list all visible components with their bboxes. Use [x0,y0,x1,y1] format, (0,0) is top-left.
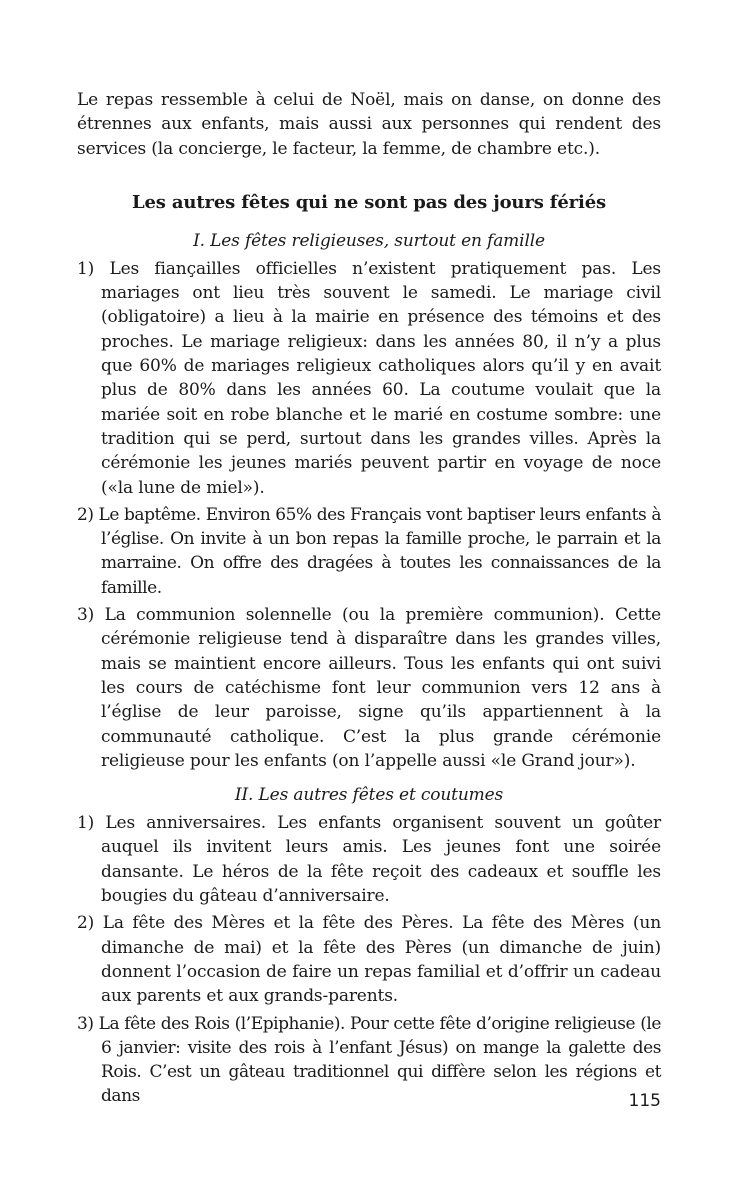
list-item: 3) La fête des Rois (l’Epiphanie). Pour cette fête d’origine religieuse (le 6 janvier: visite des rois à l’enfant Jésus) on mange la galette des Rois. C’est un gâteau traditionnel qui diffère selon les régions et dans [77,1013,661,1107]
list-item: 1) Les fiançailles officielles n’existent pratiquement pas. Les mariages ont lieu très souvent le samedi. Le mariage civil (obligatoire) a lieu à la mairie en présence des témoins et des proches. Le mariage religieux: dans les années 80, il n’y a plus que 60% de mariages religieux catholiques alors qu’il y en avait plus de 80% dans les années 60. La coutume voulait que la mariée soit en robe blanche et le marié en costume sombre: une tradition qui se perd, surtout dans les grandes villes. Après la cérémonie les jeunes mariés peuvent partir en voyage de noce («la lune de miel»). [77,258,661,498]
list-item: 3) La communion solennelle (ou la première communion). Cette cérémonie religieuse tend à disparaître dans les grandes villes, mais se maintient encore ailleurs. Tous les enfants qui ont suivi les cours de catéchisme font leur communion vers 12 ans à l’église de leur paroisse, signe qu’ils appartiennent à la communauté catholique. C’est la plus grande cérémonie religieuse pour les enfants (on l’appelle aussi «le Grand jour»). [77,605,661,771]
page-body [77,88,661,1112]
page-number: 115 [628,1091,661,1111]
part2-subtitle: II. Les autres fêtes et coutumes [234,785,504,806]
intro-paragraph: Le repas ressemble à celui de Noël, mais on danse, on donne des étrennes aux enfants, mais aussi aux personnes qui rendent des services (la concierge, le facteur, la femme, de chambre etc.). [77,90,661,159]
list-item: 1) Les anniversaires. Les enfants organisent souvent un goûter auquel ils invitent leurs amis. Les jeunes font une soirée dansante. Le héros de la fête reçoit des cadeaux et souffle les bougies du gâteau d’anniversaire. [77,813,661,907]
part2-list [77,811,661,1109]
part1-list [77,257,661,773]
section-title: Les autres fêtes qui ne sont pas des jours fériés [132,191,606,213]
list-item: 2) Le baptême. Environ 65% des Français vont baptiser leurs enfants à l’église. On invite à un bon repas la famille proche, le parrain et la marraine. On offre des dragées à toutes les connaissances de la famille. [77,504,661,598]
list-item: 2) La fête des Mères et la fête des Pères. La fête des Mères (un dimanche de mai) et la fête des Pères (un dimanche de juin) donnent l’occasion de faire un repas familial et d’offrir un cadeau aux parents et aux grands-parents. [77,913,661,1007]
part1-subtitle: I. Les fêtes religieuses, surtout en famille [193,230,545,251]
